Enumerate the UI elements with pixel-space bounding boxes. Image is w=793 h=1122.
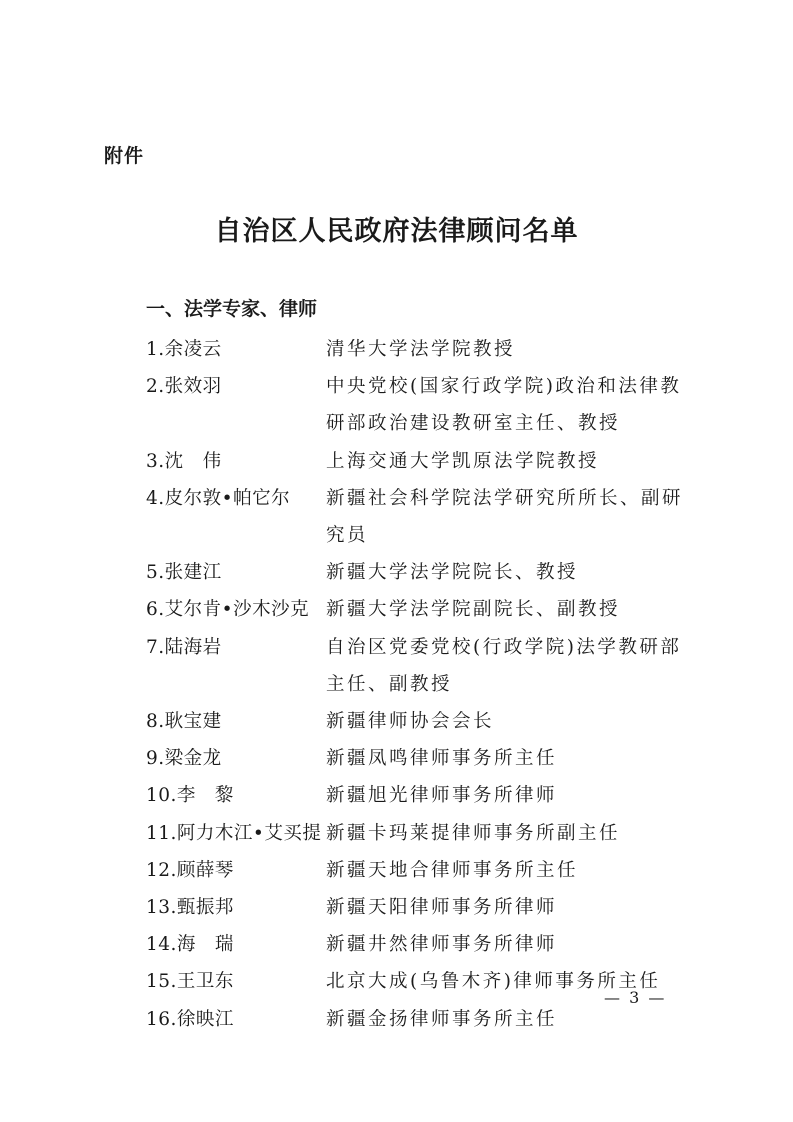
- advisor-name: 9.梁金龙: [146, 748, 222, 770]
- advisor-role: 新疆卡玛莱提律师事务所副主任: [326, 822, 621, 844]
- advisor-name: 3.沈 伟: [146, 450, 222, 472]
- list-item: [146, 889, 706, 926]
- list-item: [146, 368, 706, 442]
- advisor-name: 7.陆海岩: [146, 636, 222, 658]
- advisor-role: 北京大成(乌鲁木齐)律师事务所主任: [326, 971, 661, 993]
- list-item: [146, 740, 706, 777]
- advisor-name: 15.王卫东: [146, 971, 234, 993]
- advisor-role: 上海交通大学凯原法学院教授: [326, 450, 600, 472]
- list-item: [146, 926, 706, 963]
- advisor-role: 清华大学法学院教授: [326, 339, 516, 360]
- list-item: [146, 443, 706, 480]
- advisor-name: 16.徐映江: [146, 1008, 234, 1030]
- advisor-name: 4.皮尔敦•帕它尔: [146, 487, 291, 509]
- list-item: [146, 703, 706, 740]
- advisor-name: 10.李 黎: [146, 785, 234, 807]
- advisor-role: 新疆天阳律师事务所律师: [326, 897, 558, 919]
- advisor-name: 2.张效羽: [146, 376, 222, 398]
- advisor-name: 8.耿宝建: [146, 711, 222, 733]
- advisor-role: 新疆社会科学院法学研究所所长、副研究员: [326, 487, 684, 547]
- advisor-name: 1.余凌云: [146, 339, 222, 360]
- advisor-role: 新疆大学法学院院长、教授: [326, 562, 579, 584]
- advisor-name: 5.张建江: [146, 562, 222, 584]
- advisor-role: 新疆金扬律师事务所主任: [326, 1008, 558, 1030]
- advisor-role: 新疆律师协会会长: [326, 711, 495, 733]
- advisor-list: [146, 331, 706, 1038]
- advisor-role: 新疆凤鸣律师事务所主任: [326, 748, 558, 770]
- section-heading: 一、法学专家、律师: [146, 298, 318, 320]
- list-item: [146, 331, 706, 368]
- advisor-role: 新疆大学法学院副院长、副教授: [326, 599, 621, 621]
- list-item: [146, 480, 706, 554]
- list-item: [146, 554, 706, 591]
- advisor-name: 14.海 瑞: [146, 934, 234, 956]
- list-item: [146, 815, 706, 852]
- advisor-role: 自治区党委党校(行政学院)法学教研部主任、副教授: [326, 636, 682, 695]
- advisor-name: 11.阿力木江•艾买提: [146, 822, 322, 844]
- list-item: [146, 591, 706, 628]
- advisor-role: 新疆旭光律师事务所律师: [326, 785, 558, 807]
- advisor-name: 13.甄振邦: [146, 897, 234, 919]
- advisor-role: 新疆井然律师事务所律师: [326, 934, 558, 956]
- attachment-label: 附件: [104, 145, 145, 167]
- list-item: [146, 852, 706, 889]
- list-item: [146, 629, 706, 703]
- list-item: [146, 777, 706, 814]
- advisor-role: 新疆天地合律师事务所主任: [326, 859, 579, 881]
- advisor-name: 6.艾尔肯•沙木沙克: [146, 599, 310, 621]
- page-number: — 3 —: [604, 988, 667, 1007]
- advisor-name: 12.顾薛琴: [146, 859, 234, 881]
- document-title: 自治区人民政府法律顾问名单: [214, 216, 579, 247]
- advisor-role: 中央党校(国家行政学院)政治和法律教研部政治建设教研室主任、教授: [326, 376, 682, 435]
